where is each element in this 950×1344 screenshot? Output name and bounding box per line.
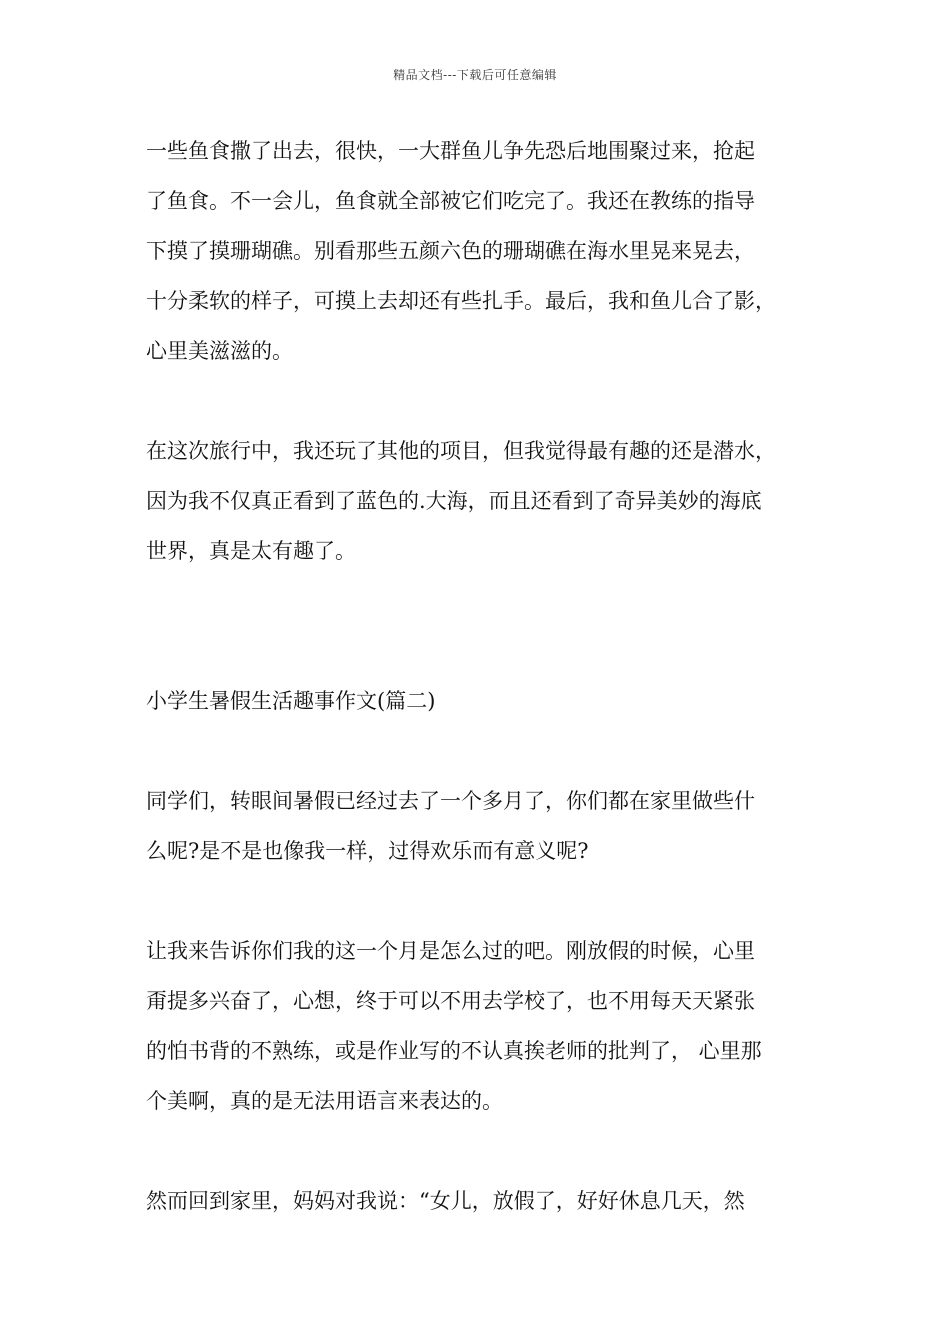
text-line: 了鱼食。不一会儿，鱼食就全部被它们吃完了。我还在教练的指导 [146, 189, 755, 213]
text-line: 心里美滋滋的。 [146, 339, 293, 363]
document-body [146, 132, 836, 1232]
paragraph [146, 432, 836, 570]
text-line: 的怕书背的不熟练，或是作业写的不认真挨老师的批判了， 心里那 [146, 1039, 762, 1063]
text-line: 同学们，转眼间暑假已经过去了一个多月了，你们都在家里做些什 [146, 789, 755, 813]
paragraph [146, 782, 836, 870]
section-title [146, 682, 836, 720]
text-line: 么呢?是不是也像我一样，过得欢乐而有意义呢? [146, 839, 589, 863]
text-line: 一些鱼食撒了出去，很快，一大群鱼儿争先恐后地围聚过来，抢起 [146, 139, 755, 163]
text-line: 甭提多兴奋了，心想，终于可以不用去学校了，也不用每天天紧张 [146, 989, 755, 1013]
text-line: 因为我不仅真正看到了蓝色的.大海，而且还看到了奇异美妙的海底 [146, 489, 762, 513]
paragraph [146, 1182, 836, 1220]
paragraph [146, 932, 836, 1120]
text-line: 十分柔软的样子，可摸上去却还有些扎手。最后，我和鱼儿合了影， [146, 289, 776, 313]
text-line: 个美啊，真的是无法用语言来表达的。 [146, 1089, 503, 1113]
text-line: 然而回到家里，妈妈对我说：“女儿，放假了，好好休息几天，然 [146, 1189, 745, 1213]
page-header: 精品文档---下载后可任意编辑 [393, 68, 557, 82]
text-line: 世界，真是太有趣了。 [146, 539, 356, 563]
text-line: 下摸了摸珊瑚礁。别看那些五颜六色的珊瑚礁在海水里晃来晃去， [146, 239, 755, 263]
text-line: 让我来告诉你们我的这一个月是怎么过的吧。刚放假的时候，心里 [146, 939, 755, 963]
text-line: 在这次旅行中，我还玩了其他的项目，但我觉得最有趣的还是潜水， [146, 439, 776, 463]
section-title-text: 小学生暑假生活趣事作文(篇二) [146, 689, 436, 713]
paragraph [146, 132, 836, 370]
